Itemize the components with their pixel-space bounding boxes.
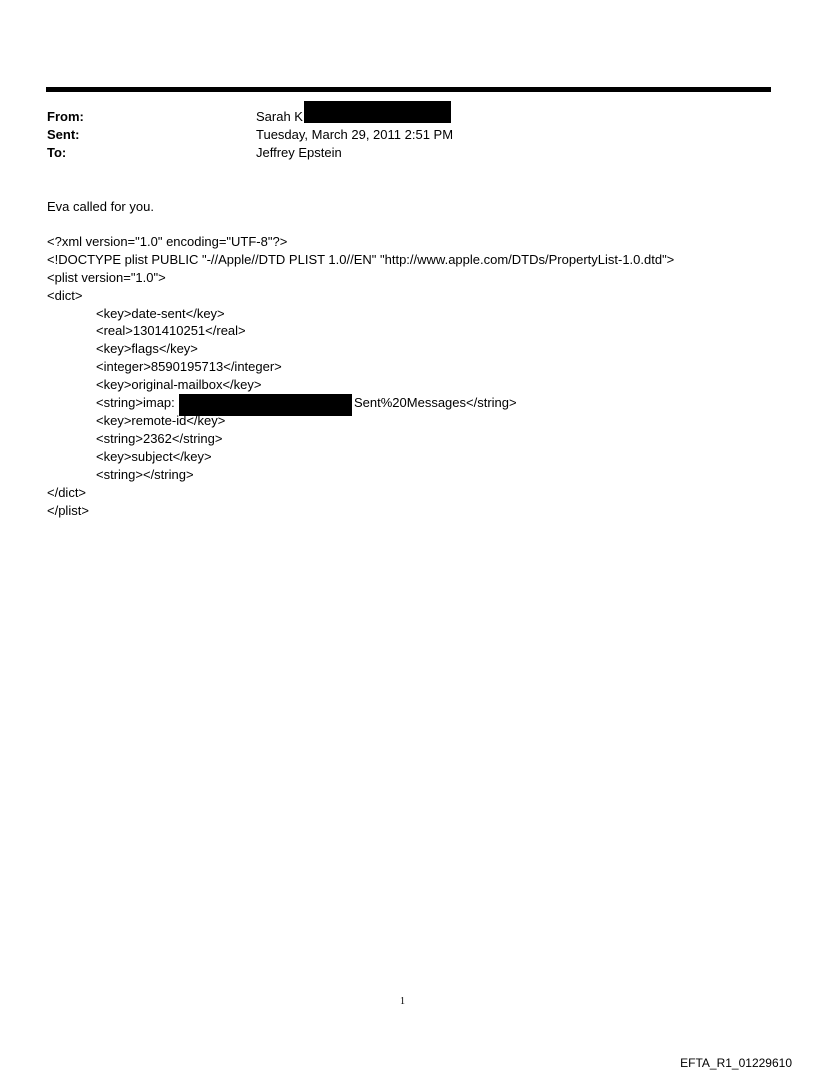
- message-text: Eva called for you.: [47, 199, 154, 214]
- xml-key-original-mailbox: <key>original-mailbox</key>: [96, 377, 262, 392]
- xml-string-imap-suffix: Sent%20Messages</string>: [354, 395, 517, 410]
- xml-dict-close: </dict>: [47, 485, 87, 500]
- xml-key-remote-id: <key>remote-id</key>: [96, 413, 226, 428]
- sent-label: Sent:: [47, 127, 80, 142]
- xml-real-value: <real>1301410251</real>: [96, 323, 246, 338]
- xml-key-subject: <key>subject</key>: [96, 449, 212, 464]
- from-label: From:: [47, 109, 84, 124]
- xml-plist-close: </plist>: [47, 503, 89, 518]
- xml-key-flags: <key>flags</key>: [96, 341, 198, 356]
- xml-string-remote-id: <string>2362</string>: [96, 431, 223, 446]
- page-number: 1: [400, 996, 405, 1007]
- xml-integer-value: <integer>8590195713</integer>: [96, 359, 282, 374]
- xml-plist-open: <plist version="1.0">: [47, 270, 166, 285]
- redaction-block: [304, 101, 451, 123]
- from-value: Sarah K: [256, 109, 303, 124]
- xml-string-subject: <string></string>: [96, 467, 194, 482]
- document-id: EFTA_R1_01229610: [680, 1056, 792, 1070]
- to-value: Jeffrey Epstein: [256, 145, 342, 160]
- xml-string-imap-prefix: <string>imap:: [96, 395, 175, 410]
- header-rule: [46, 87, 771, 92]
- xml-doctype: <!DOCTYPE plist PUBLIC "-//Apple//DTD PLIST 1.0//EN" "http://www.apple.com/DTDs/PropertyList-1.0.dtd">: [47, 252, 675, 267]
- sent-value: Tuesday, March 29, 2011 2:51 PM: [256, 127, 454, 142]
- xml-dict-open: <dict>: [47, 288, 83, 303]
- to-label: To:: [47, 145, 67, 160]
- xml-declaration: <?xml version="1.0" encoding="UTF-8"?>: [47, 234, 288, 249]
- xml-key-date-sent: <key>date-sent</key>: [96, 306, 225, 321]
